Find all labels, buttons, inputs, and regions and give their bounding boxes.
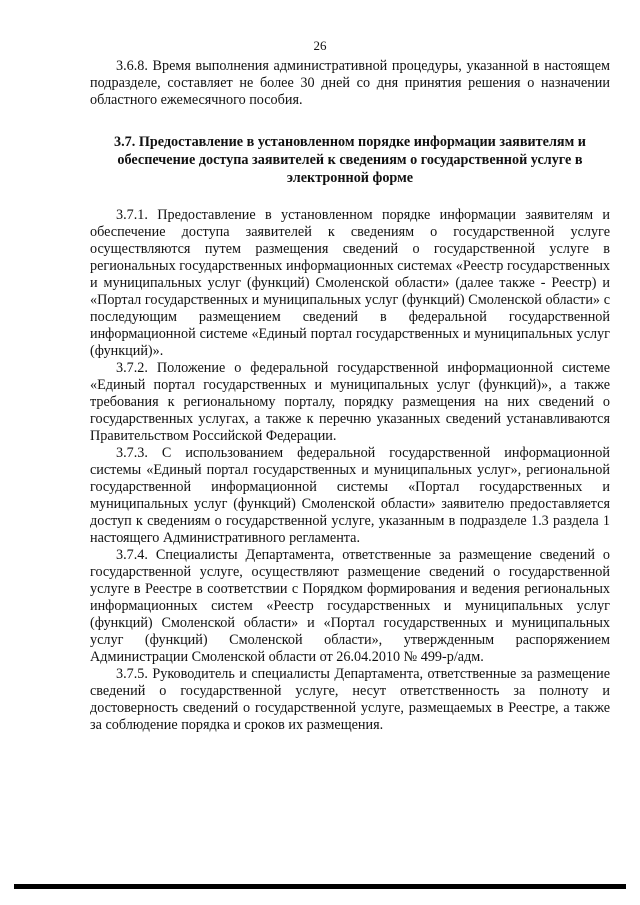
page-number: 26	[313, 38, 327, 53]
paragraph-3-7-4: 3.7.4. Специалисты Департамента, ответственные за размещение сведений о государственной услуге, осуществляют размещение сведений о государственной услуге в Реестре в соответствии с Порядком формирования и ведения региональных информационных систем «Реестр государственных и муниципальных услуг (функций) Смоленской области» и «Портал государственных и муниципальных услуг (функций) Смоленской области», утвержденным распоряжением Администрации Смоленской области от 26.04.2010 № 499-р/адм.	[90, 547, 610, 665]
paragraph-3-7-1: 3.7.1. Предоставление в установленном порядке информации заявителям и обеспечение доступа заявителей к сведениям о государственной услуге осуществляются путем размещения сведений о государственной услуге в региональных государственных информационных системах «Реестр государственных и муниципальных услуг (функций) Смоленской области» (далее также - Реестр) и «Портал государственных и муниципальных услуг (функций) Смоленской области» с последующим размещением сведений в федеральной государственной информационной системе «Единый портал государственных и муниципальных услуг (функций)».	[90, 207, 610, 359]
paragraph-3-7-5: 3.7.5. Руководитель и специалисты Департамента, ответственные за размещение сведений о государственной услуге, несут ответственность за полноту и достоверность сведений о государственной услуге, размещаемых в Реестре, а также за соблюдение порядка и сроков их размещения.	[90, 666, 610, 733]
section-heading-3-7: 3.7. Предоставление в установленном порядке информации заявителям и обеспечение доступа заявителей к сведениям о государственной услуге в электронной форме	[114, 134, 586, 186]
paragraph-3-7-2: 3.7.2. Положение о федеральной государственной информационной системе «Единый портал государственных и муниципальных услуг (функций)», а также требования к региональному порталу, порядку размещения на них сведений о государственных услугах, а также к перечню указанных сведений устанавливаются Правительством Российской Федерации.	[90, 360, 610, 444]
bottom-border-line	[14, 884, 626, 889]
document-body	[90, 58, 610, 734]
paragraph-3-6-8: 3.6.8. Время выполнения административной процедуры, указанной в настоящем подразделе, составляет не более 30 дней со дня принятия решения о назначении областного ежемесячного пособия.	[90, 58, 610, 108]
paragraph-3-7-3: 3.7.3. С использованием федеральной государственной информационной системы «Единый портал государственных и муниципальных услуг», региональной государственной информационной системы «Портал государственных и муниципальных услуг (функций) Смоленской области» заявителю предоставляется доступ к сведениям о государственной услуге, указанным в подразделе 1.3 раздела 1 настоящего Административного регламента.	[90, 445, 610, 546]
